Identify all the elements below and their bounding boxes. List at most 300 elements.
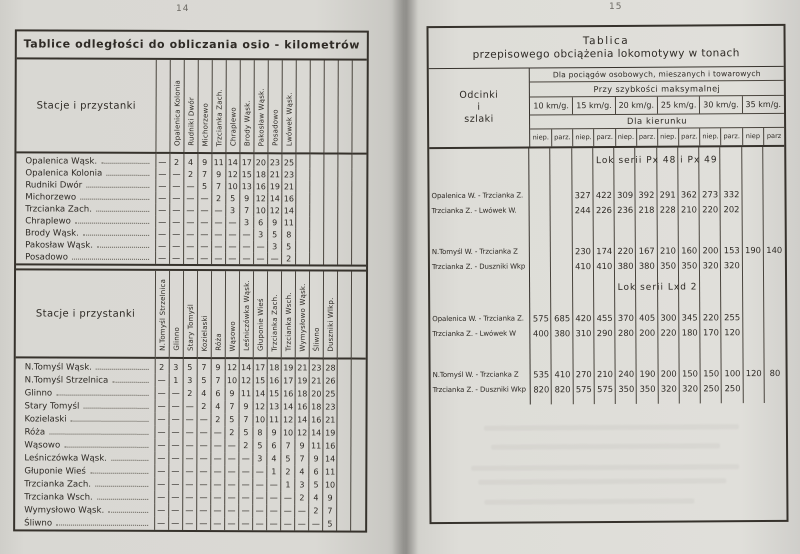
distance-cell: — <box>154 413 168 426</box>
distance-cell: 9 <box>268 216 282 228</box>
station-row <box>15 464 365 478</box>
distance-cell: — <box>169 387 183 400</box>
distance-cell: — <box>295 517 309 530</box>
station-column-header-text: Rudniki Dwór <box>187 97 196 147</box>
direction-column-header: parz. <box>594 129 615 146</box>
distance-cell <box>351 427 365 440</box>
station-column-header-text: Lwówek Wąsk. <box>285 92 294 147</box>
station-name-cell <box>16 239 155 251</box>
distance-cell: 13 <box>241 181 252 191</box>
route-label: N.Tomyśl W. - Trzcianka Z <box>431 247 518 256</box>
speed-column-header: 30 km/g. <box>699 96 741 113</box>
distance-cell: 8 <box>282 228 296 240</box>
station-name-wrap <box>24 518 154 528</box>
dotted-leader <box>86 187 149 188</box>
load-value-cell: 370 <box>617 312 634 323</box>
distance-cell: — <box>253 478 267 491</box>
distance-cell <box>337 375 351 388</box>
load-value-cell: 300 <box>660 312 677 323</box>
distance-cell: 21 <box>283 181 295 191</box>
distance-cell: — <box>281 504 295 517</box>
routes-corner-label <box>429 68 530 147</box>
distance-cell: — <box>253 517 267 530</box>
station-name: Rudniki Dwór <box>25 180 83 191</box>
distance-cell: — <box>239 478 253 491</box>
distance-cell: — <box>196 465 210 478</box>
distance-cell: — <box>267 478 281 491</box>
distance-cell: 10 <box>255 205 266 215</box>
load-value-cell: 380 <box>638 260 655 271</box>
distance-cell: 2 <box>225 426 239 439</box>
distance-cell: 19 <box>323 426 337 439</box>
distance-cell: — <box>267 504 281 517</box>
distance-cell <box>296 252 310 264</box>
distance-cell: — <box>253 252 267 264</box>
distance-cell: 20 <box>254 153 268 168</box>
distance-cell: 7 <box>239 413 253 426</box>
distance-cell <box>310 252 324 264</box>
load-value-cell: 220 <box>702 311 719 322</box>
distance-cell: — <box>155 216 169 228</box>
distance-cell: 18 <box>295 387 309 400</box>
station-column-header-text: Trzcianka Wsch. <box>284 292 294 352</box>
distance-cell <box>338 253 352 265</box>
route-row <box>430 201 785 218</box>
direction-column-header: parz. <box>551 129 572 146</box>
distance-cell: — <box>154 517 168 530</box>
dotted-leader <box>108 511 147 512</box>
dotted-leader <box>83 407 148 408</box>
distance-cell: 3 <box>253 452 267 465</box>
header-row <box>16 270 366 358</box>
distance-cell: 2 <box>169 153 183 168</box>
load-value-cell: 392 <box>638 189 655 200</box>
station-name-cell <box>16 227 155 239</box>
load-value-cell: 350 <box>660 260 677 271</box>
distance-cell: — <box>239 240 253 252</box>
distance-cell: 2 <box>197 400 211 413</box>
routes-corner-line: szlaki <box>464 113 494 125</box>
distance-cell: 12 <box>295 426 309 439</box>
station-name-wrap <box>25 388 155 398</box>
stations-corner-label: Stacje i przystanki <box>16 59 155 152</box>
distance-cell: 14 <box>281 400 295 413</box>
distance-cell: — <box>169 216 183 228</box>
station-row <box>16 386 366 400</box>
distance-cell: 7 <box>211 374 225 387</box>
station-column-header <box>169 271 183 358</box>
route-row <box>430 257 785 274</box>
dotted-leader <box>106 175 149 176</box>
distance-cell <box>337 466 351 479</box>
distance-cell: — <box>239 517 253 530</box>
distance-cell: — <box>168 465 182 478</box>
distance-cell: — <box>154 452 168 465</box>
distance-cell <box>324 240 338 252</box>
load-value-cell: 320 <box>723 259 740 270</box>
distance-cell: 15 <box>267 387 281 400</box>
distance-cell: 12 <box>227 169 238 179</box>
distance-cell: 21 <box>269 169 281 179</box>
station-column-header-text: Wąsowo <box>228 320 237 352</box>
station-name-cell <box>15 464 154 477</box>
load-value-cell: 210 <box>680 203 698 215</box>
distance-cell: 7 <box>281 439 295 452</box>
distance-cell: 17 <box>253 358 267 374</box>
load-value-cell: 685 <box>554 312 571 323</box>
route-label: Opalenica W. - Trzcianka Z. <box>431 191 524 200</box>
station-column-header <box>352 272 366 359</box>
station-name: Kozielaski <box>24 413 67 425</box>
station-name: Wąsowo <box>24 439 61 451</box>
station-name-wrap <box>24 479 154 489</box>
distance-cell: 9 <box>295 439 309 452</box>
speed-column-header: 20 km/g. <box>615 97 657 114</box>
distance-cell <box>351 518 365 531</box>
distance-cell: — <box>154 465 168 478</box>
direction-column-header: parz. <box>721 128 742 145</box>
dotted-leader <box>112 381 148 382</box>
station-column-header-text: Opalenica Kolonia <box>173 79 182 146</box>
distance-cell <box>337 427 351 440</box>
station-column-header-text: Leśniczówka Wąsk. <box>242 280 251 352</box>
distance-cell: — <box>224 504 238 517</box>
load-table-title-line1: Tablica <box>582 34 630 47</box>
distance-cell <box>351 492 365 505</box>
distance-cell: 2 <box>239 439 253 452</box>
load-table-title <box>428 26 783 69</box>
distance-cell: 7 <box>225 400 239 413</box>
distance-cell <box>351 401 365 414</box>
load-value-cell: 327 <box>574 189 591 200</box>
station-name-wrap <box>24 440 154 450</box>
station-column-header <box>183 271 197 358</box>
load-value-cell: 345 <box>681 311 698 323</box>
station-name: Chraplewo <box>25 216 71 227</box>
distance-cell: — <box>183 228 197 240</box>
load-value-cell: 150 <box>681 367 699 379</box>
load-value-cell: 309 <box>617 189 634 200</box>
station-name: Trzcianka Wsch. <box>24 491 93 503</box>
load-value-cell: 210 <box>659 245 677 256</box>
distance-cell: 14 <box>323 452 337 465</box>
distance-cell: 7 <box>240 204 254 216</box>
distance-cell: — <box>253 491 267 504</box>
distance-cell: 16 <box>267 374 281 387</box>
load-value-cell: 140 <box>766 244 783 255</box>
distance-cell: 3 <box>254 228 268 240</box>
distance-cell: — <box>154 491 168 504</box>
distance-cell: — <box>211 465 225 478</box>
load-value-cell: 410 <box>554 368 571 379</box>
station-name-wrap <box>25 240 155 250</box>
station-column-header <box>267 271 281 358</box>
distance-cell: 2 <box>183 387 197 400</box>
distance-cell: 9 <box>239 400 253 413</box>
distance-cell: — <box>197 192 211 204</box>
station-row <box>15 516 365 530</box>
distance-cell <box>351 466 365 479</box>
distance-cell: 4 <box>197 387 211 400</box>
distance-cell: 6 <box>309 465 323 478</box>
station-column-header <box>240 60 254 153</box>
distance-cell: 19 <box>281 358 295 374</box>
load-table-rows <box>429 153 785 397</box>
distance-cell: 3 <box>240 216 254 228</box>
distance-cell: 3 <box>295 478 309 491</box>
station-name-cell <box>16 373 155 386</box>
station-column-header-text: N.Tomyśl Strzelnica <box>158 278 167 351</box>
station-name-wrap <box>25 168 155 178</box>
distance-cell: 14 <box>309 426 323 439</box>
load-value-cell: 362 <box>680 188 697 200</box>
distance-cell <box>352 217 366 229</box>
distance-cell: 7 <box>198 168 212 180</box>
distance-cell: 21 <box>323 413 337 426</box>
distance-cell: 3 <box>183 374 197 387</box>
speed-columns-row <box>530 96 784 116</box>
distance-cell: — <box>183 426 197 439</box>
dotted-leader <box>83 235 149 236</box>
distance-cell: — <box>183 439 197 452</box>
distance-cell <box>337 440 351 453</box>
station-name-wrap <box>25 401 155 411</box>
station-name-wrap <box>25 252 155 262</box>
dotted-leader <box>56 394 148 395</box>
station-column-header-text: Posadowo <box>271 109 280 147</box>
distance-cell: 2 <box>281 465 295 478</box>
distance-cell: — <box>225 465 239 478</box>
dotted-leader <box>75 223 149 224</box>
distance-cell: — <box>239 504 253 517</box>
distance-cell: — <box>225 216 239 228</box>
load-value-cell: 380 <box>554 327 571 338</box>
station-name-cell <box>15 438 154 451</box>
station-row <box>15 412 365 426</box>
station-column-header-text: Śliwno <box>312 327 322 352</box>
distance-cell: — <box>225 452 239 465</box>
distance-cell: — <box>197 413 211 426</box>
distance-cell: — <box>295 504 309 517</box>
station-column-header-text: Stary Tomyśl <box>186 303 195 352</box>
load-value-cell: 174 <box>596 245 613 256</box>
load-value-cell: 250 <box>724 382 741 393</box>
load-value-cell: 200 <box>660 368 677 379</box>
distance-cell <box>296 168 310 180</box>
distance-cell: — <box>168 478 182 491</box>
route-row <box>430 324 785 341</box>
station-column-header <box>253 271 267 358</box>
distance-cell <box>352 359 366 375</box>
distance-cell: 5 <box>225 413 239 426</box>
direction-column-header: niep. <box>572 129 593 146</box>
station-column-header-text: Trzcianka Zach. <box>270 293 279 352</box>
station-name: Brody Wąsk. <box>25 228 79 239</box>
station-name-cell <box>15 412 154 425</box>
station-name: Głuponie Wieś <box>24 465 86 477</box>
station-name-wrap <box>25 362 155 372</box>
distance-cell: — <box>183 240 197 252</box>
station-column-header <box>197 271 211 358</box>
distance-cell: — <box>211 240 225 252</box>
distance-cell: — <box>169 192 183 204</box>
distance-cell: 23 <box>268 153 282 168</box>
distance-cell <box>338 193 352 205</box>
distance-cell: — <box>197 252 211 264</box>
distance-cell: — <box>154 439 168 452</box>
distance-cell: — <box>239 465 253 478</box>
distance-cell: — <box>210 504 224 517</box>
station-name-cell <box>16 167 155 179</box>
distance-cell <box>352 241 366 253</box>
distance-cell: — <box>211 252 225 264</box>
dotted-leader <box>97 498 148 499</box>
distance-cell: — <box>169 413 183 426</box>
station-column-header <box>295 271 309 358</box>
distance-cell: — <box>224 517 238 530</box>
distance-cell: 19 <box>269 181 280 191</box>
distance-cell <box>352 253 366 265</box>
distance-cell: 10 <box>227 181 238 191</box>
load-value-cell: 220 <box>617 245 634 256</box>
distance-cell: — <box>211 426 225 439</box>
distance-cell: — <box>197 452 211 465</box>
distance-cell: — <box>183 400 197 413</box>
distance-cell: 3 <box>226 204 240 216</box>
station-column-header <box>155 60 169 153</box>
distance-cell: — <box>210 517 224 530</box>
distance-cell <box>338 154 352 169</box>
station-name-wrap <box>24 427 154 437</box>
station-name-cell <box>16 215 155 227</box>
distance-cell: 5 <box>253 439 267 452</box>
distance-cell <box>352 193 366 205</box>
station-row <box>15 425 365 439</box>
station-column-header <box>239 271 253 358</box>
speed-column-header: 10 km/g. <box>533 101 569 111</box>
dotted-leader <box>64 446 148 447</box>
dotted-leader <box>96 211 149 212</box>
distance-cell: 12 <box>255 193 266 203</box>
distance-cell: 9 <box>211 358 225 374</box>
distance-cell <box>352 154 366 169</box>
distance-cell <box>352 229 366 241</box>
station-name: Opalenica Kolonia <box>25 168 103 179</box>
station-column-header-text: Chraplewo <box>229 107 238 147</box>
distance-cell: 16 <box>295 400 309 413</box>
load-value-cell: 575 <box>575 383 592 394</box>
distance-cell: — <box>267 491 281 504</box>
stations-corner-label: Stacje i przystanki <box>16 270 155 357</box>
direction-label: Dla kierunku <box>530 114 784 130</box>
load-value-cell: 405 <box>639 312 656 323</box>
station-name-wrap <box>25 156 155 166</box>
station-name-wrap <box>25 375 155 385</box>
load-value-cell: 120 <box>724 326 741 337</box>
load-value-cell: 220 <box>660 327 677 338</box>
load-value-cell: 575 <box>532 312 549 323</box>
distance-cell: 6 <box>254 216 268 228</box>
routes-corner-line: i <box>477 101 481 113</box>
route-label: Trzcianka Z. - Duszniki Wkp <box>432 385 526 394</box>
distance-cell: 11 <box>239 387 253 400</box>
distance-cell: 7 <box>295 452 309 465</box>
distance-cell: 14 <box>239 358 253 374</box>
distance-cell: 20 <box>309 387 323 400</box>
section-caption: Lok serii Lxd 2 <box>617 282 698 293</box>
distance-cell: 18 <box>267 358 281 374</box>
distance-cell: — <box>182 504 196 517</box>
load-value-cell: 170 <box>702 326 720 337</box>
station-column-header-text: Michorzewo <box>201 102 210 147</box>
dotted-leader <box>101 163 149 164</box>
distance-cell <box>324 168 338 180</box>
station-column-header-text: Głuponie Wieś <box>256 298 265 352</box>
distance-cell: — <box>182 452 196 465</box>
dotted-leader <box>90 472 148 473</box>
direction-column-header: parz. <box>636 129 657 146</box>
station-name-cell <box>16 191 155 203</box>
route-row <box>431 380 786 397</box>
station-name-wrap <box>24 492 154 502</box>
distance-cell: — <box>169 240 183 252</box>
page-number-left: 14 <box>176 4 190 14</box>
load-value-cell: 420 <box>575 312 592 323</box>
station-column-header <box>338 272 352 359</box>
distance-cell: 5 <box>226 192 240 204</box>
distance-cell: 13 <box>267 400 281 413</box>
distance-cell: — <box>168 504 182 517</box>
distance-cell: 28 <box>323 358 337 374</box>
distance-cell: 21 <box>309 374 323 387</box>
load-value-cell: 228 <box>659 204 676 215</box>
speed-column-header: 35 km/g. <box>742 96 784 113</box>
distance-cell: — <box>211 228 225 240</box>
load-value-cell: 380 <box>617 260 634 271</box>
max-speed-label: Przy szybkości maksymalnej <box>530 81 784 98</box>
station-name-cell <box>16 203 155 215</box>
distance-cell: 15 <box>241 169 252 179</box>
distance-cell: — <box>168 491 182 504</box>
distance-cell: — <box>253 465 267 478</box>
distance-cell <box>338 241 352 253</box>
distance-cell: 5 <box>309 478 323 491</box>
dotted-leader <box>80 199 149 200</box>
load-value-cell: 150 <box>703 367 720 378</box>
distance-cell: 5 <box>183 358 197 374</box>
distance-cell: — <box>309 517 323 530</box>
load-value-cell: 410 <box>575 260 592 271</box>
station-column-header <box>225 271 239 358</box>
distance-cell: 1 <box>169 374 183 387</box>
distance-cell <box>324 204 338 216</box>
station-name: N.Tomyśl Strzelnica <box>24 374 109 386</box>
load-value-cell: 350 <box>681 259 698 271</box>
distance-cell: — <box>183 413 197 426</box>
station-column-header <box>212 60 226 153</box>
distance-cell: 10 <box>253 413 267 426</box>
station-name-wrap <box>24 453 154 463</box>
distance-cell: 2 <box>211 413 225 426</box>
table-body <box>15 357 366 530</box>
distance-cell <box>296 216 310 228</box>
distance-cell <box>296 180 310 192</box>
distance-cell: — <box>154 504 168 517</box>
distance-cell: 16 <box>309 413 323 426</box>
distance-cell: 7 <box>197 358 211 374</box>
distance-cell <box>338 229 352 241</box>
distance-cell: 14 <box>269 193 280 203</box>
